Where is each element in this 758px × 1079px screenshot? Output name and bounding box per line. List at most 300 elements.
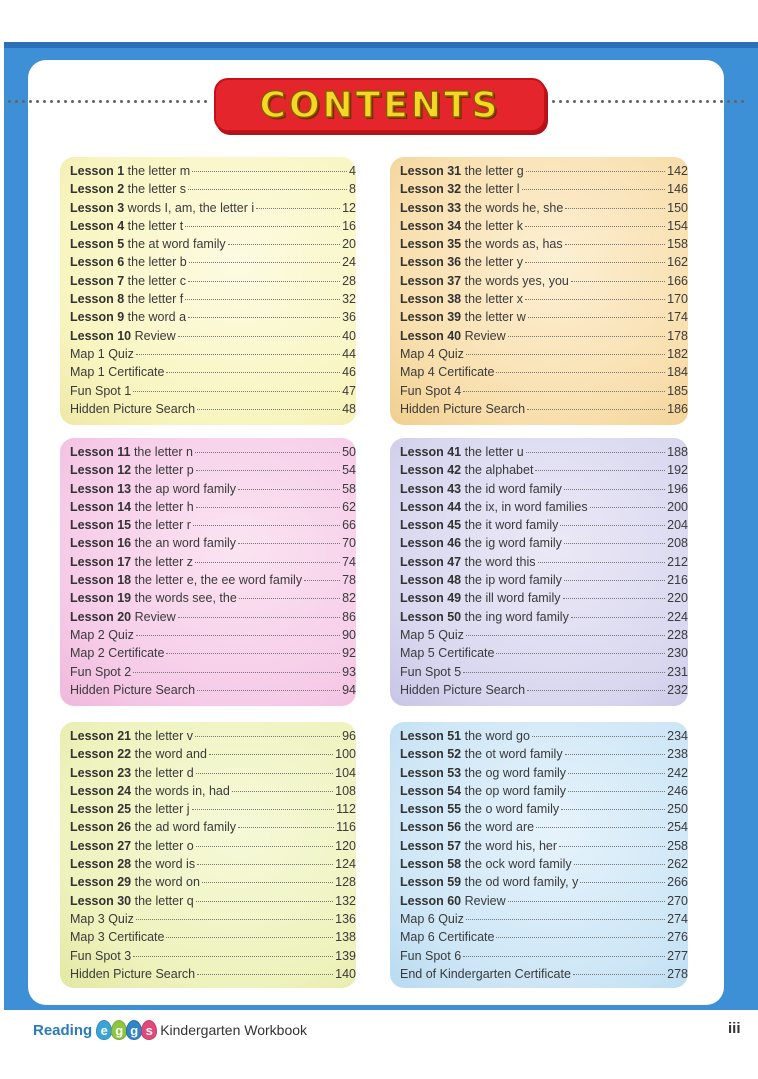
lesson-topic: the letter l xyxy=(464,182,520,197)
lesson-topic: the word is xyxy=(134,857,196,872)
toc-entry xyxy=(70,518,356,536)
lesson-topic: Review xyxy=(134,328,176,343)
dot-leader xyxy=(185,299,340,300)
dot-leader xyxy=(196,470,340,471)
lesson-number: Lesson 50 xyxy=(400,609,462,624)
page-ref: 162 xyxy=(667,255,688,270)
toc-entry xyxy=(70,949,356,967)
rule-dot xyxy=(741,100,744,103)
dot-leader xyxy=(564,580,665,581)
page-ref: 78 xyxy=(342,573,356,588)
page-ref: 238 xyxy=(667,747,688,762)
toc-entry xyxy=(400,201,688,219)
dot-leader xyxy=(133,672,340,673)
page-ref: 90 xyxy=(342,627,356,642)
toc-entry-label xyxy=(400,839,557,853)
rule-dot xyxy=(622,100,625,103)
lesson-topic: the word on xyxy=(134,875,200,890)
page-ref: 116 xyxy=(336,820,356,835)
toc-entry xyxy=(400,610,688,628)
toc-entry xyxy=(70,201,356,219)
dot-leader xyxy=(496,937,665,938)
page-ref: 142 xyxy=(667,164,688,178)
rule-dot xyxy=(113,100,116,103)
lesson-topic: Fun Spot 1 xyxy=(70,383,132,398)
dot-leader xyxy=(526,452,665,453)
dot-leader xyxy=(496,372,665,373)
page-ref: 208 xyxy=(667,536,688,551)
rule-dot xyxy=(106,100,109,103)
toc-entry xyxy=(400,310,688,328)
dot-leader xyxy=(196,507,340,508)
lesson-number: Lesson 25 xyxy=(70,802,132,817)
lesson-number: Lesson 52 xyxy=(400,747,462,762)
lesson-number: Lesson 53 xyxy=(400,765,462,780)
lesson-topic: the letter u xyxy=(464,445,524,459)
rule-dot xyxy=(204,100,207,103)
dot-leader xyxy=(238,543,340,544)
lesson-topic: the letter h xyxy=(134,499,194,514)
dot-leader xyxy=(178,617,340,618)
dot-leader xyxy=(528,317,665,318)
rule-dot xyxy=(692,100,695,103)
eggs-logo xyxy=(96,1020,156,1040)
toc-entry xyxy=(70,729,356,747)
toc-entry xyxy=(70,182,356,200)
lesson-number: Lesson 33 xyxy=(400,200,462,215)
toc-entry-label xyxy=(70,219,183,233)
rule-dot xyxy=(664,100,667,103)
toc-entry xyxy=(70,766,356,784)
toc-entry-label xyxy=(400,729,530,743)
toc-entry-label xyxy=(400,857,572,871)
toc-entry-label xyxy=(70,747,207,761)
dot-leader xyxy=(185,226,340,227)
lesson-topic: Review xyxy=(464,893,506,908)
toc-entry-label xyxy=(400,463,533,477)
dot-leader xyxy=(568,791,665,792)
lesson-topic: Fun Spot 2 xyxy=(70,664,132,679)
lesson-topic: Map 6 Certificate xyxy=(400,930,495,945)
page-ref: 132 xyxy=(335,893,356,908)
toc-entry-label xyxy=(70,802,190,816)
lesson-number: Lesson 49 xyxy=(400,591,462,606)
toc-entry xyxy=(400,591,688,609)
toc-entry-label xyxy=(70,949,131,963)
lesson-topic: Map 6 Quiz xyxy=(400,911,464,926)
lesson-topic: the word this xyxy=(464,554,536,569)
rule-dot xyxy=(169,100,172,103)
lesson-number: Lesson 3 xyxy=(70,200,125,215)
toc-entry xyxy=(70,839,356,857)
toc-entry xyxy=(400,747,688,765)
page-ref: 228 xyxy=(667,627,688,642)
lesson-number: Lesson 9 xyxy=(70,310,125,325)
page-number: iii xyxy=(728,1020,741,1037)
toc-entry xyxy=(70,347,356,365)
rule-dot xyxy=(197,100,200,103)
rule-dot xyxy=(22,100,25,103)
lesson-topic: the letter p xyxy=(134,463,194,478)
toc-entry-label xyxy=(400,820,534,834)
toc-entry-label xyxy=(70,402,195,416)
dot-leader xyxy=(304,580,340,581)
page-ref: 74 xyxy=(342,554,356,569)
page-ref: 92 xyxy=(342,646,356,661)
lesson-number: Lesson 60 xyxy=(400,893,462,908)
lesson-number: Lesson 24 xyxy=(70,783,132,798)
page-ref: 278 xyxy=(667,966,688,981)
rule-dot xyxy=(720,100,723,103)
toc-entry-label xyxy=(70,820,236,834)
dotted-rule-left xyxy=(8,100,213,106)
lesson-topic: the op word family xyxy=(464,783,567,798)
lesson-number: Lesson 54 xyxy=(400,783,462,798)
toc-entry xyxy=(400,365,688,383)
toc-entry-label xyxy=(70,683,195,697)
dot-leader xyxy=(580,882,665,883)
lesson-topic: the ock word family xyxy=(464,857,572,872)
brand-name: Reading xyxy=(33,1021,93,1039)
rule-dot xyxy=(636,100,639,103)
lesson-topic: the letter v xyxy=(134,729,193,743)
page-ref: 192 xyxy=(667,463,688,478)
lesson-number: Lesson 39 xyxy=(400,310,462,325)
toc-entry xyxy=(70,310,356,328)
lesson-topic: the letter c xyxy=(127,273,187,288)
toc-entry-label xyxy=(400,912,464,926)
lesson-topic: the letter s xyxy=(127,182,187,197)
rule-dot xyxy=(657,100,660,103)
toc-entry-label xyxy=(70,347,134,361)
toc-entry-label xyxy=(70,967,195,981)
rule-dot xyxy=(552,100,555,103)
lesson-number: Lesson 14 xyxy=(70,499,132,514)
page-ref: 93 xyxy=(342,664,356,679)
lesson-topic: Map 5 Certificate xyxy=(400,646,495,661)
lesson-topic: the letter t xyxy=(127,218,184,233)
toc-entry xyxy=(70,802,356,820)
lesson-topic: the words as, has xyxy=(464,237,563,252)
dot-leader xyxy=(232,791,333,792)
lesson-topic: the og word family xyxy=(464,765,567,780)
page-ref: 232 xyxy=(667,682,688,697)
rule-dot xyxy=(64,100,67,103)
page-ref: 196 xyxy=(667,481,688,496)
toc-entry xyxy=(70,857,356,875)
toc-entry xyxy=(400,949,688,967)
page-ref: 82 xyxy=(342,591,356,606)
toc-entry xyxy=(400,292,688,310)
toc-entry-label xyxy=(70,164,190,178)
lesson-topic: Map 4 Quiz xyxy=(400,346,464,361)
lesson-topic: the word a xyxy=(127,310,187,325)
lesson-number: Lesson 8 xyxy=(70,292,125,307)
dot-leader xyxy=(192,171,347,172)
page-ref: 204 xyxy=(667,518,688,533)
page-ref: 136 xyxy=(335,911,356,926)
rule-dot xyxy=(29,100,32,103)
toc-section-lessons-11-20 xyxy=(60,438,356,706)
toc-entry-label xyxy=(400,445,524,459)
lesson-topic: the letter n xyxy=(133,445,194,459)
rule-dot xyxy=(594,100,597,103)
lesson-topic: Fun Spot 5 xyxy=(400,664,462,679)
dot-leader xyxy=(525,299,665,300)
dot-leader xyxy=(195,452,340,453)
lesson-number: Lesson 55 xyxy=(400,802,462,817)
dot-leader xyxy=(196,901,333,902)
dot-leader xyxy=(565,754,666,755)
toc-entry-label xyxy=(70,839,194,853)
toc-entry-label xyxy=(400,967,571,981)
toc-entry-label xyxy=(400,646,494,660)
page-ref: 48 xyxy=(342,401,356,416)
toc-entry xyxy=(400,573,688,591)
dot-leader xyxy=(561,809,665,810)
toc-entry xyxy=(70,894,356,912)
page-ref: 128 xyxy=(335,875,356,890)
rule-dot xyxy=(85,100,88,103)
toc-entry-label xyxy=(400,802,559,816)
dot-leader xyxy=(256,208,340,209)
page-ref: 8 xyxy=(349,182,356,197)
toc-entry-label xyxy=(400,310,526,324)
page-ref: 112 xyxy=(336,802,356,817)
lesson-topic: words I, am, the letter i xyxy=(127,200,255,215)
page-ref: 140 xyxy=(335,966,356,981)
page-ref: 70 xyxy=(342,536,356,551)
toc-entry xyxy=(70,628,356,646)
dot-leader xyxy=(239,598,340,599)
lesson-topic: the letter f xyxy=(127,292,184,307)
workbook-subtitle: Kindergarten Workbook xyxy=(160,1022,308,1038)
toc-entry xyxy=(70,665,356,683)
toc-entry-label xyxy=(400,591,561,605)
toc-entry xyxy=(400,802,688,820)
lesson-topic: the ot word family xyxy=(464,747,563,762)
toc-entry xyxy=(400,164,688,182)
page-ref: 139 xyxy=(335,948,356,963)
rule-dot xyxy=(15,100,18,103)
page-ref: 178 xyxy=(667,328,688,343)
dot-leader xyxy=(532,736,665,737)
dot-leader xyxy=(133,391,340,392)
toc-entry-label xyxy=(70,912,134,926)
toc-entry-label xyxy=(70,518,191,532)
toc-entry-label xyxy=(400,500,588,514)
rule-dot xyxy=(601,100,604,103)
toc-entry xyxy=(70,747,356,765)
lesson-number: Lesson 32 xyxy=(400,182,462,197)
toc-entry-label xyxy=(400,164,524,178)
toc-entry-label xyxy=(70,555,193,569)
toc-entry-label xyxy=(70,500,194,514)
toc-entry-label xyxy=(400,628,464,642)
lesson-number: Lesson 20 xyxy=(70,609,132,624)
toc-entry xyxy=(70,482,356,500)
toc-entry xyxy=(400,839,688,857)
toc-entry xyxy=(400,912,688,930)
toc-entry xyxy=(400,329,688,347)
toc-entry-label xyxy=(400,182,520,196)
lesson-number: Lesson 26 xyxy=(70,820,132,835)
dot-leader xyxy=(166,372,340,373)
page-ref: 234 xyxy=(667,729,688,743)
lesson-topic: Map 3 Certificate xyxy=(70,930,165,945)
page-title: CONTENTS xyxy=(259,84,501,126)
toc-entry xyxy=(400,646,688,664)
lesson-number: Lesson 18 xyxy=(70,573,132,588)
lesson-topic: the letter r xyxy=(134,518,191,533)
toc-entry-label xyxy=(400,402,525,416)
toc-entry xyxy=(400,766,688,784)
toc-entry-label xyxy=(400,237,563,251)
lesson-number: Lesson 17 xyxy=(70,554,132,569)
toc-entry xyxy=(400,820,688,838)
rule-dot xyxy=(706,100,709,103)
rule-dot xyxy=(573,100,576,103)
lesson-topic: the od word family, y xyxy=(464,875,579,890)
lesson-number: Lesson 1 xyxy=(70,164,125,178)
contents-title-banner xyxy=(214,78,546,132)
lesson-number: Lesson 27 xyxy=(70,838,132,853)
rule-dot xyxy=(99,100,102,103)
toc-entry-label xyxy=(70,729,193,743)
toc-entry xyxy=(70,445,356,463)
toc-entry xyxy=(70,930,356,948)
rule-dot xyxy=(608,100,611,103)
page-ref: 212 xyxy=(667,554,688,569)
page-ref: 86 xyxy=(342,609,356,624)
dot-leader xyxy=(538,562,666,563)
toc-entry-label xyxy=(70,182,186,196)
lesson-topic: the ix, in word families xyxy=(464,499,588,514)
toc-entry xyxy=(70,255,356,273)
toc-entry-label xyxy=(70,766,194,780)
lesson-topic: the ill word family xyxy=(464,591,561,606)
lesson-number: Lesson 10 xyxy=(70,328,132,343)
toc-entry-label xyxy=(400,219,523,233)
page-ref: 270 xyxy=(667,893,688,908)
rule-dot xyxy=(183,100,186,103)
lesson-number: Lesson 41 xyxy=(400,445,462,459)
toc-entry-label xyxy=(70,665,131,679)
rule-dot xyxy=(587,100,590,103)
page-ref: 146 xyxy=(667,182,688,197)
lesson-number: Lesson 30 xyxy=(70,893,132,908)
toc-entry-label xyxy=(400,949,461,963)
toc-entry-label xyxy=(400,573,562,587)
toc-entry xyxy=(70,784,356,802)
egg-letter: g xyxy=(111,1020,127,1040)
toc-entry-label xyxy=(400,683,525,697)
lesson-number: Lesson 22 xyxy=(70,747,132,762)
toc-section-lessons-41-50 xyxy=(390,438,688,706)
page-ref: 258 xyxy=(667,838,688,853)
lesson-topic: the words yes, you xyxy=(464,273,569,288)
lesson-topic: the letter x xyxy=(464,292,523,307)
toc-entry xyxy=(400,402,688,420)
toc-section-lessons-51-60 xyxy=(390,722,688,988)
egg-letter: s xyxy=(141,1020,157,1040)
lesson-number: Lesson 23 xyxy=(70,765,132,780)
toc-entry xyxy=(70,573,356,591)
page-ref: 4 xyxy=(349,164,356,178)
lesson-topic: the word and xyxy=(134,747,207,762)
toc-entry xyxy=(400,784,688,802)
lesson-topic: Review xyxy=(134,609,176,624)
dot-leader xyxy=(571,617,665,618)
lesson-number: Lesson 57 xyxy=(400,838,462,853)
dot-leader xyxy=(571,281,665,282)
page-ref: 220 xyxy=(667,591,688,606)
rule-dot xyxy=(8,100,11,103)
toc-entry xyxy=(400,518,688,536)
dot-leader xyxy=(195,562,340,563)
toc-entry-label xyxy=(70,784,230,798)
toc-entry xyxy=(400,536,688,554)
lesson-topic: Hidden Picture Search xyxy=(400,401,526,416)
rule-dot xyxy=(190,100,193,103)
lesson-topic: the word his, her xyxy=(464,838,558,853)
rule-dot xyxy=(57,100,60,103)
rule-dot xyxy=(78,100,81,103)
toc-entry-label xyxy=(70,610,176,624)
toc-entry xyxy=(70,402,356,420)
page-ref: 184 xyxy=(667,365,688,380)
page-ref: 94 xyxy=(342,682,356,697)
rule-dot xyxy=(734,100,737,103)
toc-entry xyxy=(70,610,356,628)
lesson-topic: the letter e, the ee word family xyxy=(134,573,303,588)
toc-entry xyxy=(400,500,688,518)
page-ref: 185 xyxy=(667,383,688,398)
dot-leader xyxy=(527,690,665,691)
toc-entry-label xyxy=(70,591,237,605)
lesson-topic: the id word family xyxy=(464,481,562,496)
lesson-topic: the ad word family xyxy=(134,820,237,835)
lesson-number: Lesson 44 xyxy=(400,499,462,514)
toc-entry-label xyxy=(70,463,194,477)
toc-entry xyxy=(400,875,688,893)
page-ref: 20 xyxy=(342,237,356,252)
footer-brand xyxy=(33,1020,307,1040)
toc-entry xyxy=(400,255,688,273)
dot-leader xyxy=(463,672,665,673)
lesson-topic: the letter o xyxy=(134,838,194,853)
lesson-topic: Map 2 Certificate xyxy=(70,646,165,661)
rule-dot xyxy=(615,100,618,103)
dot-leader xyxy=(178,336,340,337)
lesson-number: Lesson 38 xyxy=(400,292,462,307)
lesson-topic: the words see, the xyxy=(134,591,237,606)
dot-leader xyxy=(209,754,333,755)
rule-dot xyxy=(699,100,702,103)
lesson-topic: Hidden Picture Search xyxy=(400,682,526,697)
dot-leader xyxy=(525,262,665,263)
rule-dot xyxy=(155,100,158,103)
toc-entry xyxy=(400,445,688,463)
lesson-number: Lesson 29 xyxy=(70,875,132,890)
dot-leader xyxy=(508,336,666,337)
page-ref: 262 xyxy=(667,857,688,872)
lesson-topic: the at word family xyxy=(127,237,226,252)
page-ref: 124 xyxy=(335,857,356,872)
page-ref: 12 xyxy=(342,200,356,215)
lesson-topic: Map 4 Certificate xyxy=(400,365,495,380)
toc-entry-label xyxy=(400,274,569,288)
